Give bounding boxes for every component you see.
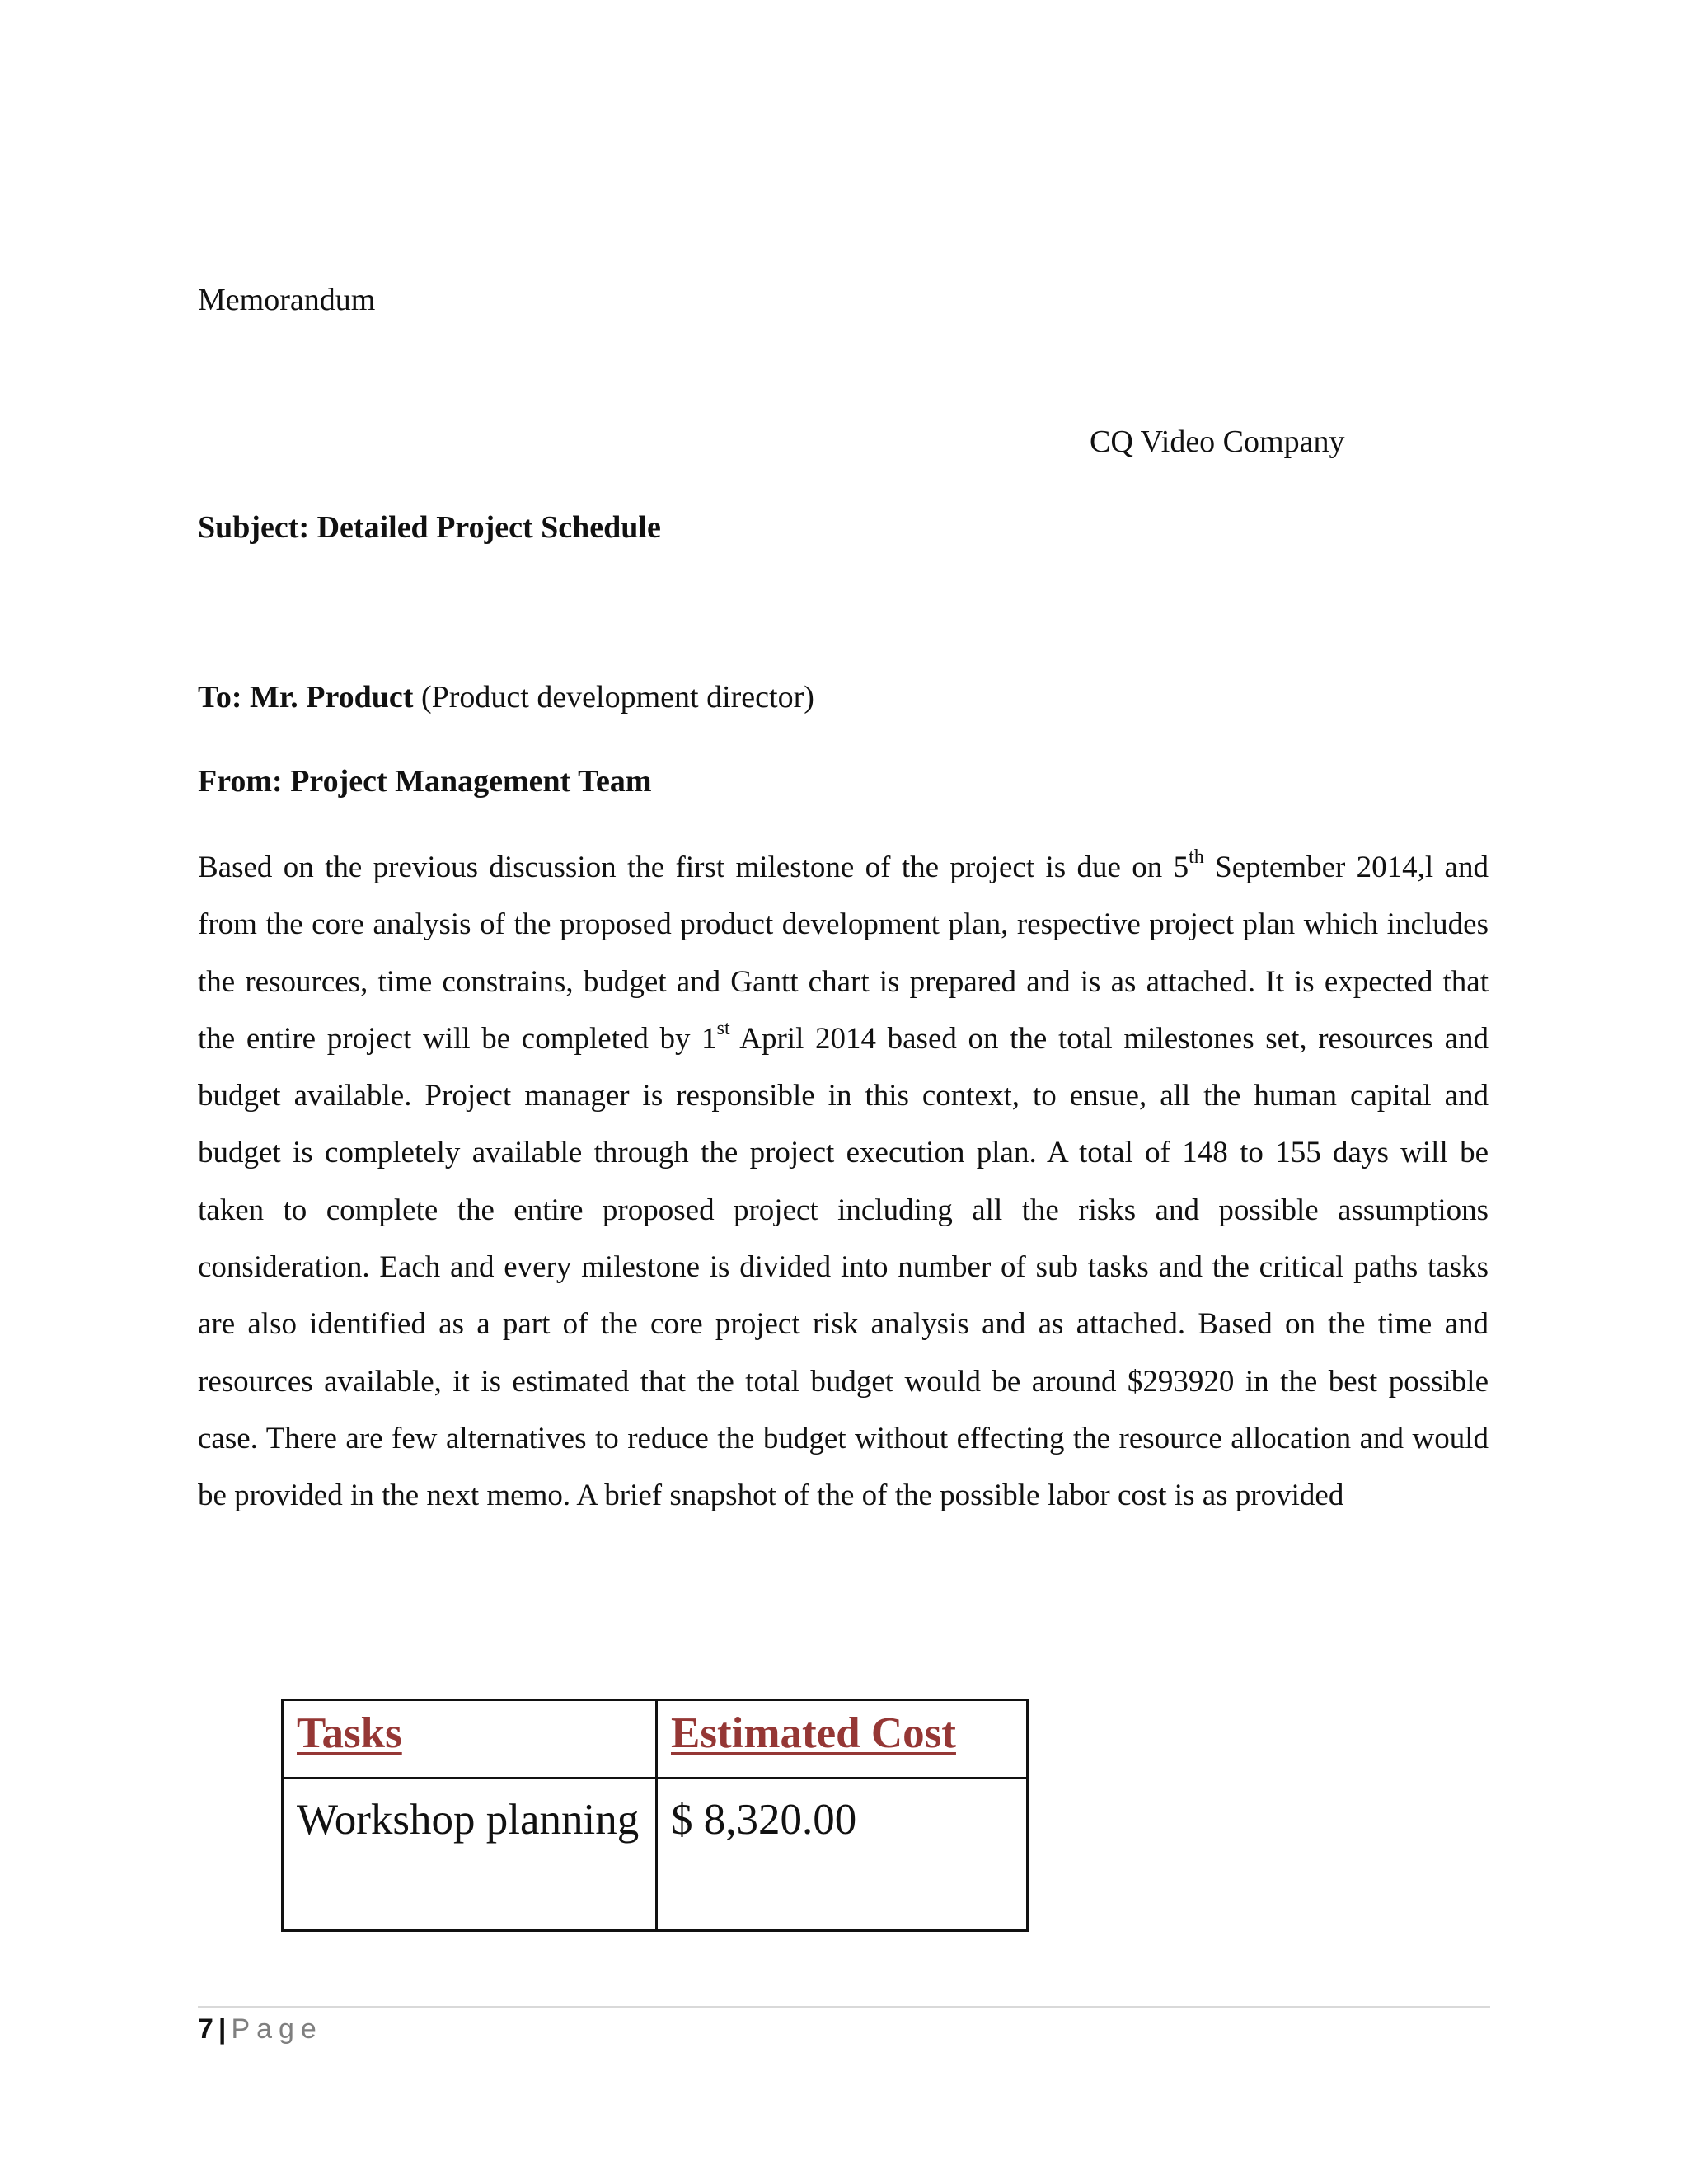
column-header-estimated-cost: Estimated Cost: [657, 1700, 1028, 1779]
to-name: Mr. Product: [250, 680, 414, 715]
table-header-row: [283, 1700, 1028, 1779]
column-header-tasks: Tasks: [283, 1700, 657, 1779]
cost-cell: $ 8,320.00: [657, 1779, 1028, 1931]
footer-divider: [198, 2006, 1490, 2008]
subject-label: Subject:: [198, 510, 310, 545]
labor-cost-table: [281, 1699, 1029, 1932]
task-cell: Workshop planning: [283, 1779, 657, 1931]
body-text-part-1: Based on the previous discussion the first milestone of the project is due on 5: [198, 851, 1189, 884]
body-text-part-2: September 2014,l and from the core analysis of the proposed product development plan, respective project plan which includes the resources, time constrains, budget and Gantt chart is prepared and is as attached. It is expected that the entire project will be completed by 1: [198, 851, 1489, 1056]
to-title: (Product development director): [420, 680, 814, 715]
memo-body-paragraph: [198, 839, 1489, 1525]
table-row: [283, 1779, 1028, 1931]
footer-separator: |: [218, 2013, 227, 2045]
memo-heading: Memorandum: [198, 283, 376, 317]
from-value: Project Management Team: [290, 764, 652, 799]
page-number: 7: [198, 2013, 213, 2045]
to-line: [198, 674, 814, 720]
ordinal-suffix-st: st: [716, 1017, 730, 1039]
from-label: From:: [198, 764, 283, 799]
ordinal-suffix-th: th: [1189, 846, 1204, 868]
company-name: CQ Video Company: [1090, 424, 1345, 459]
subject-line: [198, 504, 661, 551]
subject-value: Detailed Project Schedule: [316, 510, 661, 545]
page-footer: [198, 2008, 323, 2050]
to-label: To:: [198, 680, 242, 715]
page-label: Page: [231, 2013, 323, 2045]
from-line: [198, 758, 652, 804]
body-text-part-3: April 2014 based on the total milestones set, resources and budget available. Project manager is responsible in this context, to ensue, all the human capital and budget is completely available through the project execution plan. A total of 148 to 155 days will be taken to complete the entire proposed project including all the risks and possible assumptions consideration. Each and every milestone is divided into number of sub tasks and the critical paths tasks are also identified as a part of the core project risk analysis and as attached. Based on the time and resources available, it is estimated that the total budget would be around $293920 in the best possible case. There are few alternatives to reduce the budget without effecting the resource allocation and would be provided in the next memo. A brief snapshot of the of the possible labor cost is as provided: [198, 1021, 1489, 1513]
